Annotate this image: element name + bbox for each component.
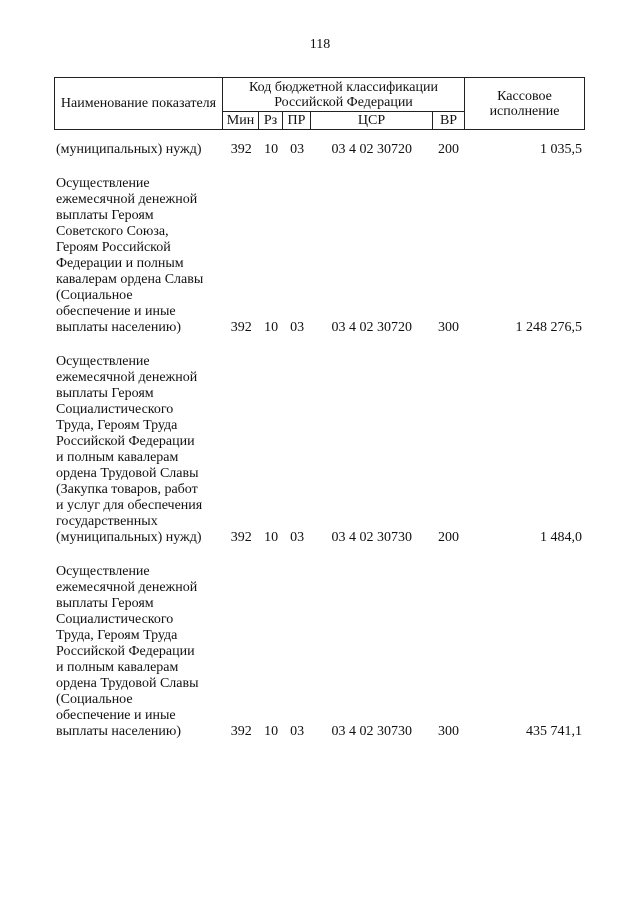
header-amount-column: Кассовое исполнение <box>465 78 585 130</box>
row-vr: 200 <box>437 530 459 545</box>
row-vr: 300 <box>437 724 459 739</box>
row-amount: 1 248 276,5 <box>515 320 582 335</box>
header-code-group: Код бюджетной классификации Российской Федерации <box>223 78 465 112</box>
header-vr: ВР <box>433 112 465 130</box>
table-row <box>54 564 584 740</box>
row-rz: 10 <box>264 320 279 335</box>
row-pr: 03 <box>290 530 305 545</box>
row-pr: 03 <box>290 724 305 739</box>
row-vr: 200 <box>437 142 459 157</box>
table-row <box>54 142 584 158</box>
row-csr: 03 4 02 30730 <box>331 530 413 545</box>
page-number: 118 <box>309 37 331 52</box>
table-body <box>54 142 584 740</box>
row-vr: 300 <box>437 320 459 335</box>
row-amount: 435 741,1 <box>525 724 582 739</box>
row-min: 392 <box>230 320 252 335</box>
header-min: Мин <box>223 112 259 130</box>
header-csr: ЦСР <box>311 112 433 130</box>
table-header <box>54 77 585 130</box>
row-rz: 10 <box>264 142 279 157</box>
row-rz: 10 <box>264 724 279 739</box>
row-csr: 03 4 02 30730 <box>331 724 413 739</box>
row-pr: 03 <box>290 142 305 157</box>
row-min: 392 <box>230 530 252 545</box>
table-row <box>54 354 584 546</box>
row-name: (муниципальных) нужд) <box>56 142 202 157</box>
header-rz: Рз <box>259 112 283 130</box>
row-min: 392 <box>230 724 252 739</box>
header-name-column: Наименование показателя <box>55 78 223 130</box>
row-name: Осуществление ежемесячной денежной выплаты Героям Социалистического Труда, Героям Труда Российской Федерации и полным кавалерам ордена Трудовой Славы (Социальное обеспечение и иные выплаты населению) <box>56 564 199 739</box>
row-csr: 03 4 02 30720 <box>331 142 413 157</box>
row-rz: 10 <box>264 530 279 545</box>
row-amount: 1 484,0 <box>539 530 582 545</box>
row-amount: 1 035,5 <box>539 142 582 157</box>
row-name: Осуществление ежемесячной денежной выплаты Героям Социалистического Труда, Героям Труда Российской Федерации и полным кавалерам ордена Трудовой Славы (Закупка товаров, работ и услуг для обеспечения государственных (муниципальных) нужд) <box>56 354 203 545</box>
row-min: 392 <box>230 142 252 157</box>
header-pr: ПР <box>283 112 311 130</box>
table-row <box>54 176 584 336</box>
row-pr: 03 <box>290 320 305 335</box>
row-csr: 03 4 02 30720 <box>331 320 413 335</box>
row-name: Осуществление ежемесячной денежной выплаты Героям Советского Союза, Героям Российской Федерации и полным кавалерам ордена Славы (Социальное обеспечение и иные выплаты населению) <box>56 176 204 335</box>
